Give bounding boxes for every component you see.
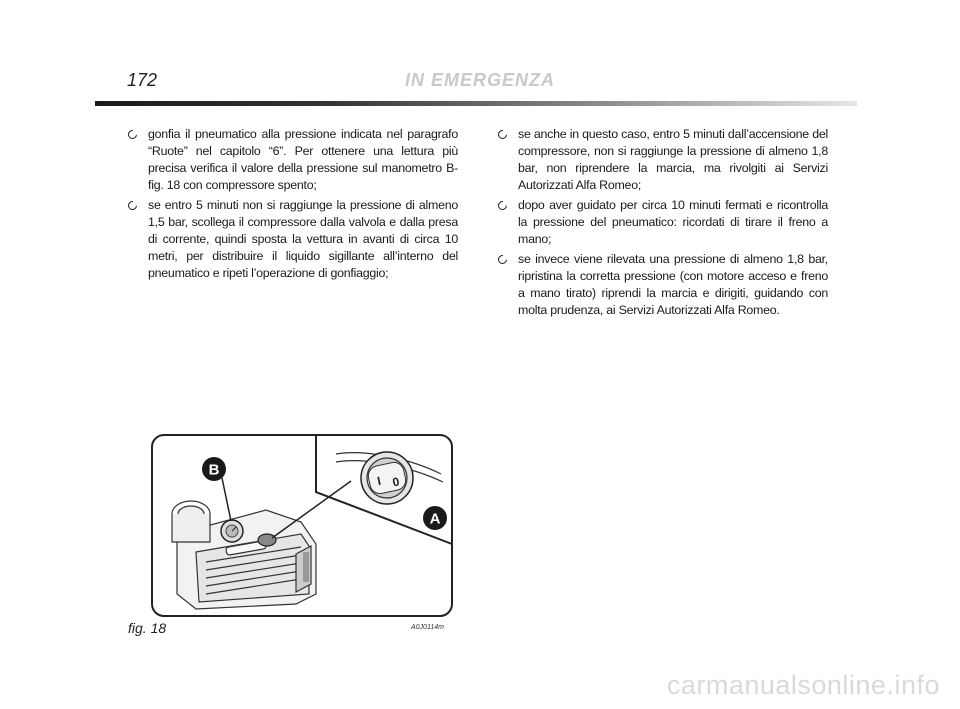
bullet-icon	[126, 199, 139, 212]
left-column	[128, 126, 458, 285]
compressor-illustration	[151, 434, 453, 617]
list-item	[498, 126, 828, 194]
list-item-text: dopo aver guidato per circa 10 minuti fermati e ricontrolla la pressione del pneumatico: ricordati di tirare il freno a mano;	[518, 198, 828, 246]
page-number: 172	[127, 70, 158, 90]
list-item-text: se entro 5 minuti non si raggiunge la pressione di almeno 1,5 bar, scollega il compressore dalla valvola e dalla presa di corrente, quindi sposta la vettura in avanti di circa 10 metri, per distribuire il liquido sigillante all’interno del pneumatico e ripeti l’operazione di gonfiaggio;	[148, 198, 458, 280]
callout-b-label: B	[208, 461, 220, 479]
bullet-icon	[496, 253, 509, 266]
watermark: carmanualsonline.info	[666, 670, 940, 700]
figure-code: A0J0114m	[411, 624, 444, 631]
callout-a-label: A	[429, 510, 441, 528]
list-item	[128, 197, 458, 282]
list-item	[498, 251, 828, 319]
compressor-figure	[151, 434, 453, 617]
list-item-text: gonfia il pneumatico alla pressione indicata nel paragrafo “Ruote” nel capitolo “6”. Per ottenere una lettura più precisa verifica il valore della pressione sul manometro B-fig. 18 con compressore spento;	[148, 127, 458, 192]
list-item-text: se invece viene rilevata una pressione di almeno 1,8 bar, ripristina la corretta pressione (con motore acceso e freno a mano tirato) riprendi la marcia e dirigiti, guidando con molta prudenza, ai Servizi Autorizzati Alfa Romeo.	[518, 252, 828, 317]
figure-caption: fig. 18	[128, 620, 167, 636]
list-item-text: se anche in questo caso, entro 5 minuti dall’accensione del compressore, non si raggiunge la pressione di almeno 1,8 bar, non riprendere la marcia, ma rivolgiti ai Servizi Autorizzati Alfa Romeo;	[518, 127, 828, 192]
switch-on-label: I	[375, 473, 383, 489]
bullet-icon	[496, 199, 509, 212]
switch-off-label: 0	[391, 474, 401, 490]
list-item	[498, 197, 828, 248]
section-title: IN EMERGENZA	[405, 70, 556, 90]
manometer-icon	[221, 520, 243, 542]
bullet-icon	[496, 128, 509, 141]
header-rule	[95, 101, 857, 106]
right-column	[498, 126, 828, 322]
bullet-icon	[126, 128, 139, 141]
power-button-icon	[258, 534, 276, 546]
list-item	[128, 126, 458, 194]
